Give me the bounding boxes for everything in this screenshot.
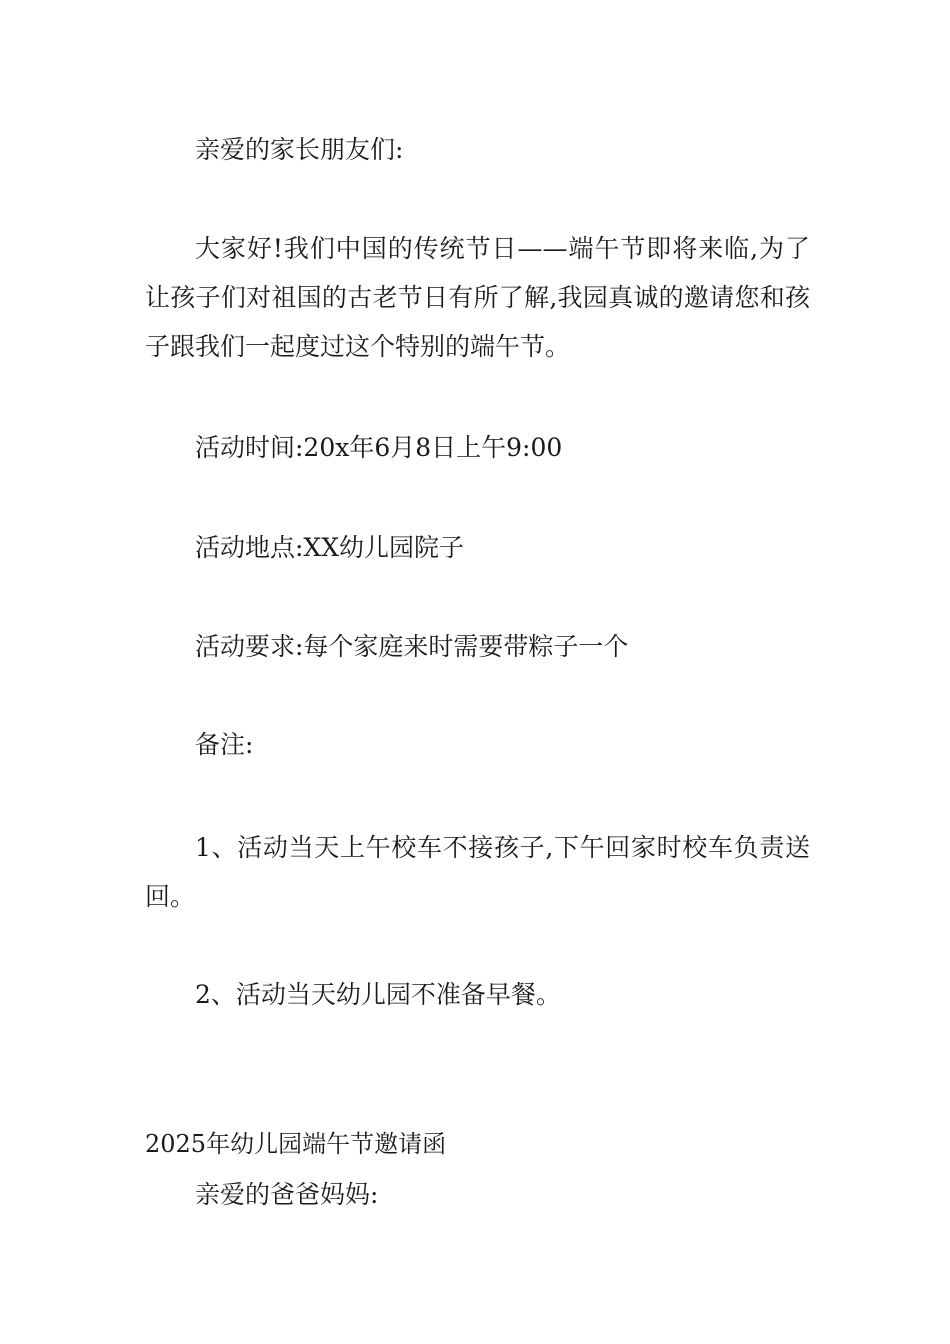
activity-time: 活动时间:20x年6月8日上午9:00 <box>195 433 563 462</box>
activity-requirement: 活动要求:每个家庭来时需要带粽子一个 <box>195 632 629 661</box>
note-heading: 备注: <box>195 730 254 759</box>
note-item-2: 2、活动当天幼儿园不准备早餐。 <box>195 980 561 1009</box>
note-item-1: 1、活动当天上午校车不接孩子,下午回家时校车负责送回。 <box>145 833 810 911</box>
second-letter-title: 2025年幼儿园端午节邀请函 <box>145 1130 447 1158</box>
activity-place: 活动地点:XX幼儿园院子 <box>195 533 465 562</box>
greeting-line: 亲爱的家长朋友们: <box>195 135 404 164</box>
intro-paragraph: 大家好!我们中国的传统节日——端午节即将来临,为了让孩子们对祖国的古老节日有所了解,我园真诚的邀请您和孩子跟我们一起度过这个特别的端午节。 <box>145 234 810 361</box>
second-greeting-line: 亲爱的爸爸妈妈: <box>195 1180 379 1209</box>
